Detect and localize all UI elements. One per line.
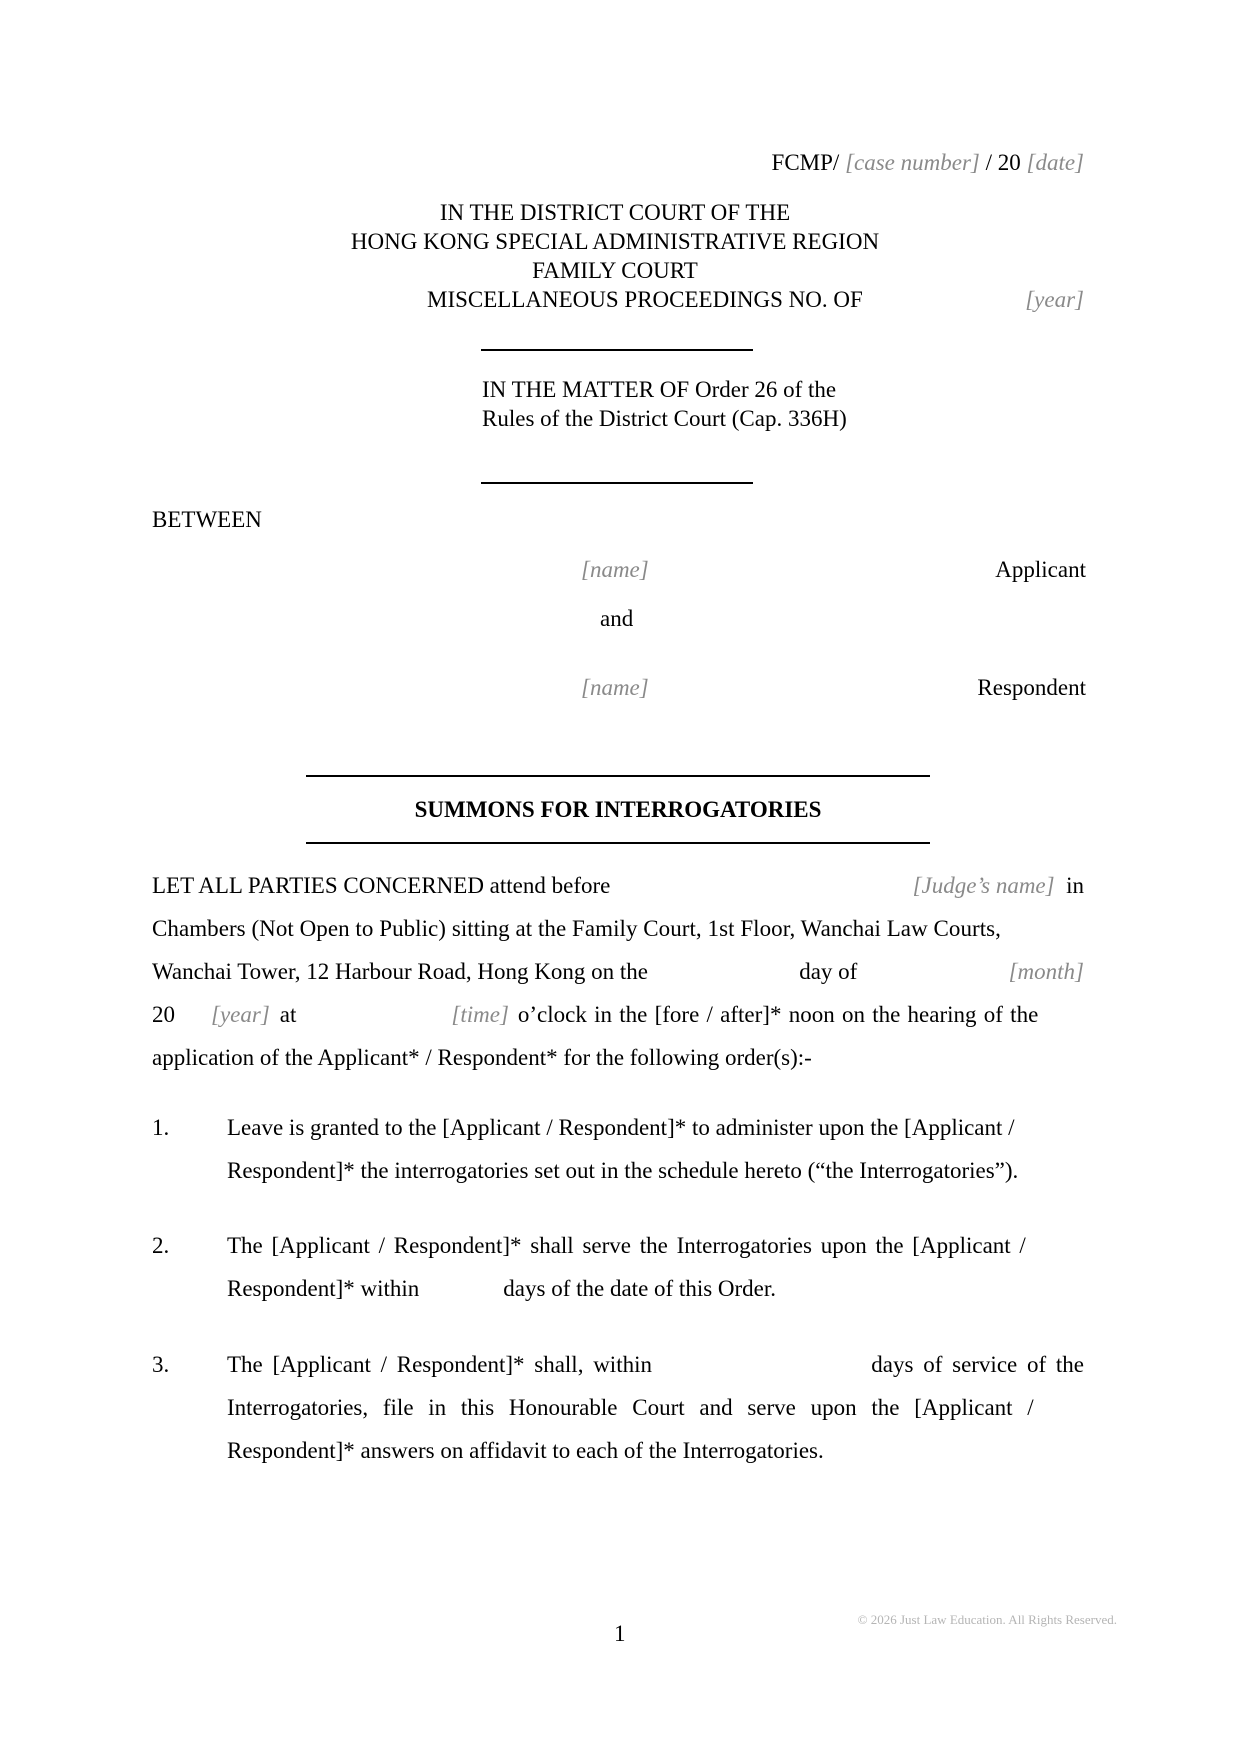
order-text: The [Applicant / Respondent]* shall, within: [227, 1352, 652, 1377]
judge-name-placeholder: [Judge’s name]: [912, 873, 1055, 898]
paragraph-text: in: [1066, 873, 1084, 898]
order-text: Respondent]* within: [227, 1276, 420, 1301]
respondent-name-placeholder: [name]: [581, 675, 649, 700]
date-placeholder: [date]: [1026, 150, 1084, 175]
summons-paragraph: [152, 864, 1084, 1079]
paragraph-line: [152, 950, 1084, 993]
court-heading-line2: HONG KONG SPECIAL ADMINISTRATIVE REGION: [350, 229, 880, 254]
paragraph-text: LET ALL PARTIES CONCERNED attend before: [152, 873, 611, 898]
paragraph-text: Wanchai Tower, 12 Harbour Road, Hong Kong on the: [152, 959, 648, 984]
order-number: 2.: [152, 1233, 170, 1258]
applicant-name-placeholder: [name]: [581, 557, 649, 582]
case-reference: [772, 149, 1084, 177]
order-number: 1.: [152, 1115, 170, 1140]
time-placeholder: [time]: [451, 1002, 509, 1027]
order-body: [227, 1224, 1084, 1310]
divider-short-1: [481, 349, 753, 351]
order-text: days of service of the: [871, 1352, 1084, 1377]
divider-short-2: [481, 482, 753, 484]
order-text: Leave is granted to the [Applicant / Respondent]* to administer upon the [Applicant /: [227, 1115, 1015, 1140]
order-text: Respondent]* the interrogatories set out in the schedule hereto (“the Interrogatories”).: [227, 1158, 1019, 1183]
ref-prefix: FCMP/: [771, 150, 840, 175]
paragraph-text: at: [279, 1002, 297, 1027]
ref-mid: / 20: [985, 150, 1021, 175]
paragraph-text: day of: [799, 959, 858, 984]
order-body: [227, 1343, 1084, 1472]
case-number-placeholder: [case number]: [845, 150, 980, 175]
paragraph-text: application of the Applicant* / Respondent* for the following order(s):-: [152, 1045, 812, 1070]
order-body: [227, 1106, 1084, 1192]
page-number: 1: [614, 1621, 626, 1646]
title-rule-top: [306, 775, 930, 777]
order-item-1: [152, 1106, 1084, 1192]
title-rule-bottom: [306, 842, 930, 844]
paragraph-line: [152, 1036, 1084, 1079]
applicant-role: Applicant: [995, 557, 1086, 582]
proceedings-year-placeholder: [year]: [1025, 287, 1084, 312]
paragraph-line: [152, 907, 1084, 950]
between-label: BETWEEN: [152, 507, 262, 532]
order-text: Respondent]* answers on affidavit to each of the Interrogatories.: [227, 1438, 824, 1463]
respondent-role: Respondent: [977, 675, 1086, 700]
order-text: The [Applicant / Respondent]* shall serve the Interrogatories upon the [Applicant /: [227, 1233, 1026, 1258]
matter-line1: IN THE MATTER OF Order 26 of the: [482, 377, 837, 402]
paragraph-text: Chambers (Not Open to Public) sitting at the Family Court, 1st Floor, Wanchai Law Courts,: [152, 916, 1001, 941]
order-number: 3.: [152, 1352, 170, 1377]
paragraph-text: 20: [152, 1002, 175, 1027]
paragraph-text: o’clock in the [fore / after]* noon on the hearing of the: [517, 1002, 1039, 1027]
court-heading-line1: IN THE DISTRICT COURT OF THE: [439, 200, 791, 225]
court-heading-line4: MISCELLANEOUS PROCEEDINGS NO. OF: [427, 287, 863, 312]
paragraph-line: [152, 864, 1084, 907]
order-text: days of the date of this Order.: [503, 1276, 777, 1301]
year-placeholder: [year]: [211, 1002, 270, 1027]
order-text: Interrogatories, file in this Honourable Court and serve upon the [Applicant /: [227, 1395, 1034, 1420]
paragraph-line: [152, 993, 1084, 1036]
matter-line2: Rules of the District Court (Cap. 336H): [482, 406, 847, 431]
order-item-3: [152, 1343, 1084, 1472]
court-heading-line3: FAMILY COURT: [532, 258, 698, 283]
order-item-2: [152, 1224, 1084, 1310]
document-title: SUMMONS FOR INTERROGATORIES: [414, 797, 822, 822]
and-label: and: [600, 606, 634, 631]
month-placeholder: [month]: [1008, 959, 1084, 984]
copyright-notice: © 2026 Just Law Education. All Rights Reserved.: [857, 1612, 1117, 1627]
